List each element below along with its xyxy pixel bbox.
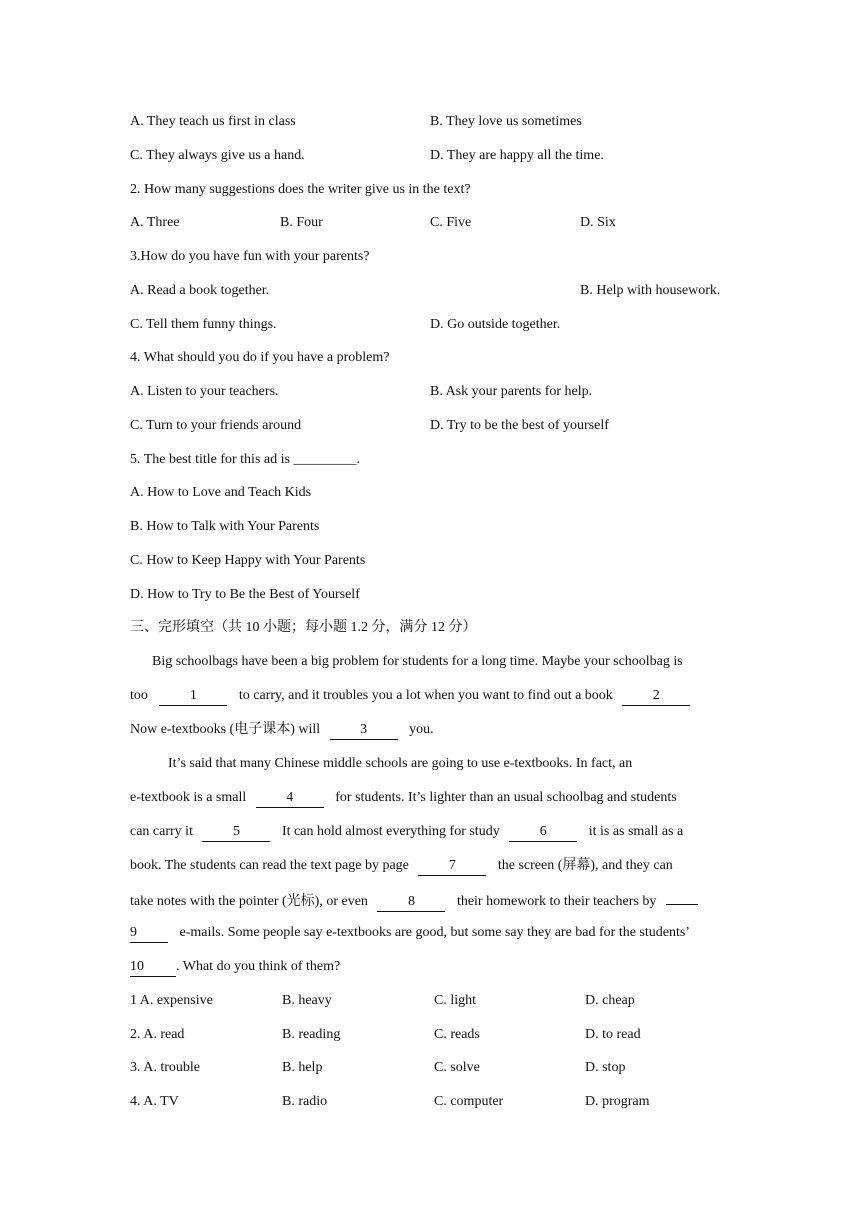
q3-option-d: D. Go outside together. (430, 317, 561, 332)
passage-text: Now e-textbooks (电子课本) will (130, 722, 321, 737)
cloze-option-1b: B. heavy (282, 993, 332, 1008)
q1-option-c: C. They always give us a hand. (130, 148, 305, 163)
passage-line (130, 958, 340, 977)
blank-3: 3 (330, 721, 398, 740)
passage-text: you. (409, 722, 434, 737)
blank-8: 8 (377, 893, 445, 912)
q1-option-a: A. They teach us first in class (130, 114, 296, 129)
blank-5: 5 (202, 823, 270, 842)
cloze-option-3a: 3. A. trouble (130, 1060, 200, 1075)
passage-text: It can hold almost everything for study (281, 824, 500, 839)
cloze-option-1d: D. cheap (585, 993, 635, 1008)
passage-line (130, 687, 690, 706)
cloze-option-1c: C. light (434, 993, 477, 1008)
passage-line: Big schoolbags have been a big problem for students for a long time. Maybe your schoolbag is (152, 654, 683, 669)
passage-text: to carry, and it troubles you a lot when you want to find out a book (238, 688, 613, 703)
cloze-option-4a: 4. A. TV (130, 1094, 179, 1109)
cloze-option-4b: B. radio (282, 1094, 328, 1109)
blank-9-line (666, 890, 698, 905)
cloze-option-3b: B. help (282, 1060, 323, 1075)
cloze-option-2b: B. reading (282, 1027, 341, 1042)
blank-1: 1 (159, 687, 227, 706)
passage-text: take notes with the pointer (光标), or even (130, 894, 368, 909)
q4-stem: 4. What should you do if you have a problem? (130, 350, 390, 365)
passage-text: it is as small as a (588, 824, 684, 839)
q2-stem: 2. How many suggestions does the writer give us in the text? (130, 182, 471, 197)
q4-option-a: A. Listen to your teachers. (130, 384, 279, 399)
q3-option-b: B. Help with housework. (580, 283, 721, 298)
q1-option-b: B. They love us sometimes (430, 114, 582, 129)
cloze-option-2d: D. to read (585, 1027, 641, 1042)
q3-stem: 3.How do you have fun with your parents? (130, 249, 370, 264)
q2-option-c: C. Five (430, 215, 472, 230)
passage-text: . What do you think of them? (176, 959, 341, 974)
q2-option-d: D. Six (580, 215, 616, 230)
passage-line (130, 857, 673, 876)
passage-line: It’s said that many Chinese middle schools are going to use e-textbooks. In fact, an (168, 756, 633, 771)
blank-2: 2 (622, 687, 690, 706)
blank-7: 7 (418, 857, 486, 876)
passage-text: book. The students can read the text page by page (130, 858, 409, 873)
passage-line (130, 890, 698, 912)
cloze-option-2c: C. reads (434, 1027, 480, 1042)
cloze-option-2a: 2. A. read (130, 1027, 185, 1042)
section-heading: 三、完形填空（共 10 小题；每小题 1.2 分，满分 12 分） (130, 620, 477, 635)
cloze-option-3d: D. stop (585, 1060, 626, 1075)
q4-option-c: C. Turn to your friends around (130, 418, 302, 433)
q5-option-d: D. How to Try to Be the Best of Yourself (130, 587, 360, 602)
blank-10: 10 (130, 958, 176, 977)
passage-text: can carry it (130, 824, 193, 839)
q4-option-d: D. Try to be the best of yourself (430, 418, 609, 433)
cloze-option-3c: C. solve (434, 1060, 480, 1075)
blank-9: 9 (130, 924, 168, 943)
cloze-option-1a: 1 A. expensive (130, 993, 213, 1008)
q5-option-a: A. How to Love and Teach Kids (130, 485, 312, 500)
passage-text: for students. It’s lighter than an usual schoolbag and students (335, 790, 677, 805)
passage-text: too (130, 688, 148, 703)
passage-text: e-mails. Some people say e-textbooks are good, but some say they are bad for the students’ (179, 925, 690, 940)
passage-line (130, 823, 683, 842)
q5-option-b: B. How to Talk with Your Parents (130, 519, 320, 534)
passage-text: the screen (屏幕), and they can (497, 858, 673, 873)
q2-option-b: B. Four (280, 215, 323, 230)
cloze-option-4d: D. program (585, 1094, 650, 1109)
passage-line (130, 924, 690, 943)
q4-option-b: B. Ask your parents for help. (430, 384, 593, 399)
passage-line (130, 789, 677, 808)
q3-option-a: A. Read a book together. (130, 283, 270, 298)
blank-6: 6 (509, 823, 577, 842)
blank-4: 4 (256, 789, 324, 808)
passage-text: their homework to their teachers by (456, 894, 657, 909)
passage-line (130, 721, 434, 740)
q1-option-d: D. They are happy all the time. (430, 148, 604, 163)
q2-option-a: A. Three (130, 215, 180, 230)
q3-option-c: C. Tell them funny things. (130, 317, 277, 332)
q5-stem: 5. The best title for this ad is _________. (130, 452, 360, 467)
cloze-option-4c: C. computer (434, 1094, 504, 1109)
q5-option-c: C. How to Keep Happy with Your Parents (130, 553, 366, 568)
passage-text: e-textbook is a small (130, 790, 247, 805)
